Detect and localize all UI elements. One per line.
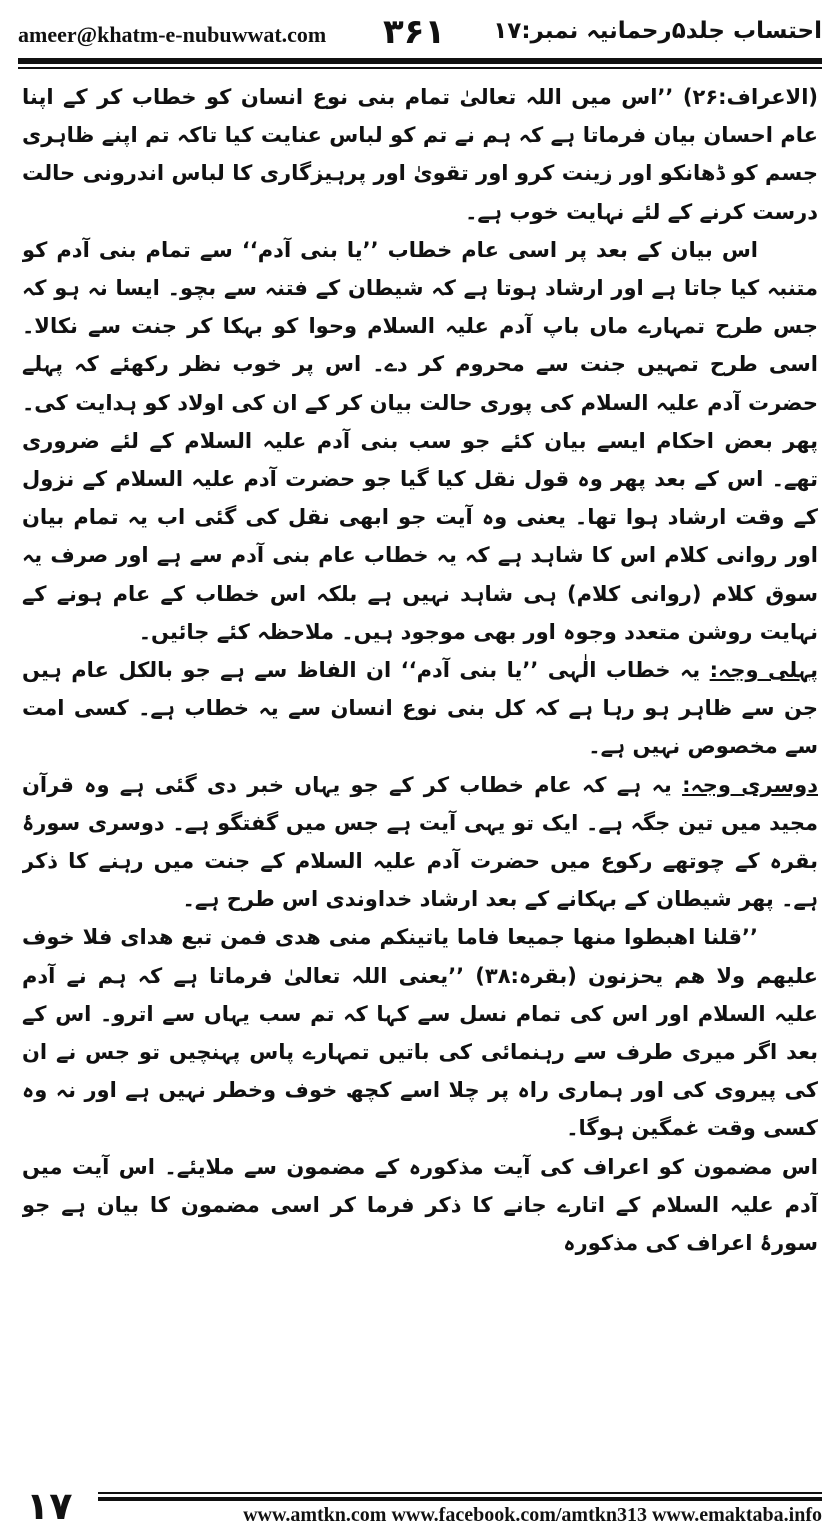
page-body — [22, 78, 818, 1458]
second-reason-label: دوسری وجہ: — [682, 772, 818, 797]
footer-links: www.amtkn.com www.facebook.com/amtkn313 www.emaktaba.info — [243, 1504, 822, 1526]
paragraph-4 — [22, 766, 818, 919]
footer-folio: ۱۷ — [26, 1484, 73, 1528]
verse-translation: یعنی اللہ تعالیٰ فرماتا ہے کہ ہم نے آدم علیہ السلام اور اس کی تمام نسل سے کہا کہ تم سب یہاں سے اترو۔ اس کے بعد اگر میری طرف سے رہنمائی کی باتیں تمہارے پاس پہنچیں تو جس نے ان کی پیروی کی اور ہماری راہ پر چلا اسے کچھ خوف وخطر نہیں ہے اور نہ وہ کسی وقت غمگین ہوگا۔ — [22, 963, 818, 1141]
verse-reference: (بقرہ:۳۸) ’’ — [448, 963, 589, 988]
paragraph-5 — [22, 918, 818, 1147]
paragraph-6: اس مضمون کو اعراف کی آیت مذکورہ کے مضمون سے ملایئے۔ اس آیت میں آدم علیہ السلام کے اتارے جانے کا ذکر فرما کر اسی مضمون کا بیان ہے جو سورۂ اعراف کی مذکورہ — [22, 1154, 818, 1256]
footer-rule-thin — [98, 1492, 822, 1494]
header-rule-thin — [18, 67, 822, 69]
first-reason-text: یہ خطاب الٰہی ’’یا بنی آدم‘‘ ان الفاظ سے ہے جو بالکل عام ہیں جن سے ظاہر ہو رہا ہے کہ کل بنی نوع انسان سے یہ خطاب ہے۔ کسی امت سے مخصوص نہیں ہے۔ — [22, 658, 818, 759]
first-reason-label: پہلی وجہ: — [709, 658, 818, 683]
paragraph-3 — [22, 651, 818, 766]
header-series-title: احتساب جلد۵رحمانیہ نمبر:۱۷ — [493, 18, 822, 44]
header-rule-thick — [18, 58, 822, 64]
footer-rule-thick — [98, 1497, 822, 1501]
paragraph-2: اس بیان کے بعد پر اسی عام خطاب ’’یا بنی آدم‘‘ سے تمام بنی آدم کو متنبہ کیا جاتا ہے اور ارشاد ہوتا ہے کہ شیطان کے فتنہ سے بچو۔ ایسا نہ ہو کہ جس طرح تمہارے ماں باپ آدم علیہ السلام وحوا کو بہکا کر جنت سے نکالا۔ اسی طرح تمہیں جنت سے محروم کر دے۔ اس پر خوب نظر رکھئے کہ پہلے حضرت آدم علیہ السلام کی پوری حالت بیان کر کے ان کی اولاد کو ہدایت کی۔ پھر بعض احکام ایسے بیان کئے جو سب بنی آدم علیہ السلام کے لئے ضروری تھے۔ اس کے بعد پھر وہ قول نقل کیا گیا جو حضرت آدم علیہ السلام کے نزول کے وقت ارشاد ہوا تھا۔ یعنی وہ آیت جو ابھی نقل کی گئی اب یہ تمام بیان اور روانی کلام اس کا شاہد ہے کہ یہ خطاب عام بنی آدم سے ہے اور صرف یہ سوق کلام (روانی کلام) ہی شاہد نہیں ہے بلکہ اس خطاب کے عام ہونے کے نہایت روشن متعدد وجوہ اور بھی موجود ہیں۔ ملاحظہ کئے جائیں۔ — [22, 237, 818, 644]
quran-verse: ’’قلنا اھبطوا منھا جمیعا فاما یاتینکم منی ھدی فمن تبع ھدای فلا خوف علیھم ولا ھم یحزنون — [22, 925, 818, 988]
second-reason-text: یہ ہے کہ عام خطاب کر کے جو یہاں خبر دی گئی ہے وہ قرآن مجید میں تین جگہ ہے۔ ایک تو یہی آیت ہے جس میں گفتگو ہے۔ دوسری سورۂ بقرہ کے چوتھے رکوع میں حضرت آدم علیہ السلام کے جنت میں رہنے کا ذکر ہے۔ پھر شیطان کے بہکانے کے بعد ارشاد خداوندی اس طرح ہے۔ — [22, 772, 818, 912]
paragraph-1: (الاعراف:۲۶) ’’اس میں اللہ تعالیٰ تمام بنی نوع انسان کو خطاب کر کے اپنا عام احسان بیان فرماتا ہے کہ ہم نے تم کو لباس عنایت کیا تاکہ تم اپنے ظاہری جسم کو ڈھانکو اور زینت کرو اور تقویٰ اور پرہیزگاری کا لباس اندرونی حالت درست کرنے کے لئے نہایت خوب ہے۔ — [22, 85, 818, 224]
header-email: ameer@khatm-e-nubuwwat.com — [18, 22, 327, 47]
page-footer — [18, 1484, 822, 1534]
header-page-number: ۳۶۱ — [383, 12, 446, 52]
page-header — [18, 10, 822, 56]
